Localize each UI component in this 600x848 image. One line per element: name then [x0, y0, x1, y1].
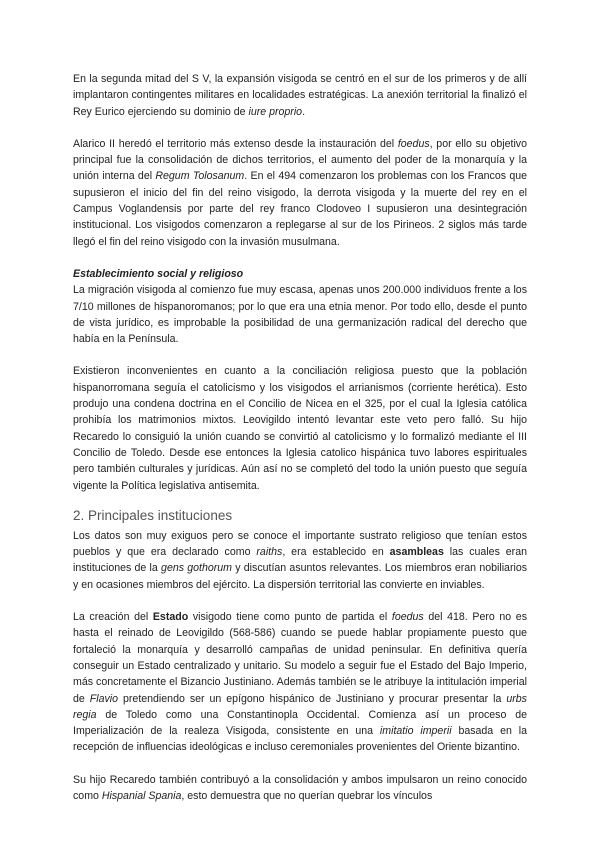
latin-term: gens gothorum	[161, 562, 233, 575]
text: Su hijo Recaredo también contribuyó a la consolidación y ambos impulsaron un reino conocido como	[73, 773, 527, 802]
document-page	[73, 71, 527, 804]
subheading-social-religioso: Establecimiento social y religioso	[73, 267, 244, 280]
paragraph-expansion	[73, 71, 527, 120]
text: , por ello su objetivo principal fue la consolidación de dichos territorios, el aumento del poder de la monarquía y la unión interna del	[73, 137, 527, 183]
text: .	[302, 105, 306, 118]
text: visigodo tiene como punto de partida el	[188, 611, 392, 624]
paragraph-religion: Existieron inconvenientes en cuanto a la conciliación religiosa puesto que la población hispanorromana seguía el catolicismo y los visigodos el arrianismos (corriente herética). Esto produjo una condena doctrina en el Concilio de Nicea en el 325, por el cual la Iglesia católica prohibía los matrimonios mixtos. Leovigildo intentó levantar este veto pero falló. Su hijo Recaredo lo consiguió la unión cuando se convirtió al catolicismo y lo formalizó mediante el III Concilio de Toledo. Desde ese entonces la Iglesia catolico hispánica tuvo labores espirituales pero también culturales y jurídicas. Aún así no se completó del todo la unión puesto que seguía vigente la Política legislativa antisemita.	[73, 365, 527, 492]
bold-term: asambleas	[389, 546, 444, 559]
text: En la segunda mitad del S V, la expansión visigoda se centró en el sur de los primeros y de allí implantaron contingentes militares en localidades estratégicas. La anexión territorial la finalizó el Rey Eurico ejerciendo su dominio de	[73, 73, 527, 118]
text: , era establecido en	[282, 546, 390, 559]
latin-term: raiths	[256, 546, 283, 559]
paragraph-alarico	[73, 136, 527, 250]
latin-term: Hispanial Spania	[101, 789, 182, 802]
text: del 418. Pero no es hasta el reinado de Leovigildo (568-586) cuando se puede hablar propiamente puesto que fortaleció la monarquía y desarrolló campañas de unidad peninsular. En definitiva quería conseguir un Estado centralizado y unitario. Su modelo a seguir fue el Estado del Bajo Imperio, más concretamente el Bizancio Justiniano. Además también se le atribuye la intitulación imperial de	[73, 611, 527, 705]
section-heading-instituciones: 2. Principales instituciones	[73, 507, 233, 523]
latin-term: imitatio imperii	[379, 725, 452, 738]
text: basada en la recepción de influencias ideológicas e incluso ceremoniales provenientes del Oriente bizantino.	[73, 725, 527, 754]
text: Alarico II heredó el territorio más extenso desde la instauración del	[73, 137, 398, 150]
paragraph-migracion: La migración visigoda al comienzo fue muy escasa, apenas unos 200.000 individuos frente a los 7/10 millones de hispanoromanos; por lo que era una etnia menor. Por todo ello, desde el punto de vista jurídico, es improbable la posibilidad de una germanización radical del derecho que había en la Península.	[73, 284, 527, 346]
latin-term: urbs regia	[73, 692, 527, 721]
text: Los datos son muy exiguos pero se conoce el importante sustrato religioso que tenían estos pueblos y que era declarado como	[73, 529, 527, 559]
text: , esto demuestra que no querían quebrar los vínculos	[181, 789, 433, 802]
text: las cuales eran instituciones de la	[73, 546, 527, 575]
paragraph-estado	[73, 609, 527, 756]
paragraph-asambleas	[73, 528, 527, 593]
latin-term: foedus	[397, 137, 430, 150]
latin-term: Flavio	[89, 692, 119, 705]
text: La creación del	[73, 611, 153, 624]
text: pretendiendo ser un epígono hispánico de Justiniano y procurar presentar la	[118, 692, 507, 705]
text: y discutían asuntos relevantes. Los miembros eran nobiliarios y en ocasiones miembros del ejército. La dispersión territorial las convierte en inviables.	[73, 562, 528, 591]
paragraph-recaredo	[73, 772, 527, 805]
text: . En el 494 comenzaron los problemas con los Francos que supusieron el inicio del fin del reino visigodo, la derrota visigoda y la muerte del rey en el Campus Voglandensis por parte del rey franco Clodoveo I supusieron una desintegración institucional. Los visigodos comenzaron a replegarse al sur de los Pirineos. 2 siglos más tarde llegó el fin del reino visigodo con la invasión musulmana.	[73, 170, 528, 248]
text: de Toledo como una Constantinopla Occidental. Comienza así un proceso de Imperialización de la realeza Visigoda, consistente en una	[73, 708, 527, 738]
bold-term: Estado	[152, 611, 189, 624]
latin-term: Regum Tolosanum	[155, 170, 245, 183]
latin-term: iure proprio	[248, 105, 303, 118]
latin-term: foedus	[391, 611, 424, 624]
